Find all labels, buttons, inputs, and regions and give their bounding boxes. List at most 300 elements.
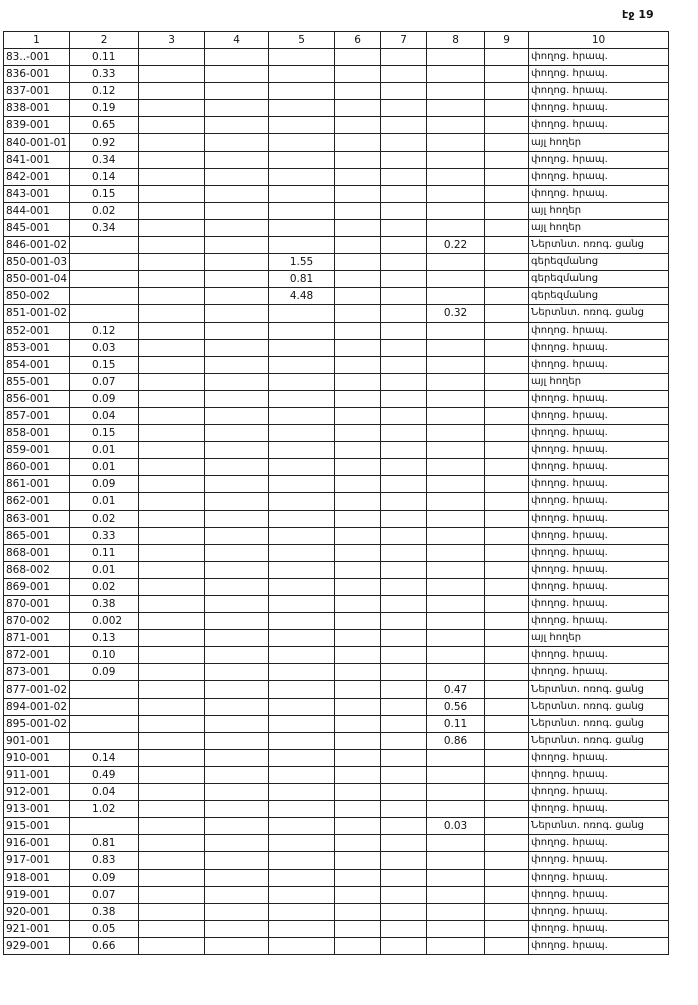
cell-col-1: 857-001 [4,407,70,424]
cell-col-9 [485,886,529,903]
cell-col-10: փողոց. հրապ. [529,168,669,185]
cell-col-10: փողոց. հրապ. [529,322,669,339]
table-row [4,869,669,886]
table-row [4,185,669,202]
cell-col-7 [381,784,427,801]
cell-col-9 [485,151,529,168]
cell-col-5 [269,442,335,459]
cell-col-10: փողոց. հրապ. [529,356,669,373]
cell-col-4 [205,219,269,236]
cell-col-9 [485,869,529,886]
cell-col-1: 850-002 [4,288,70,305]
cell-col-8 [427,596,485,613]
table-row [4,66,669,83]
cell-col-4 [205,544,269,561]
cell-col-8: 0.47 [427,681,485,698]
cell-col-9 [485,100,529,117]
cell-col-6 [335,801,381,818]
cell-col-3 [139,134,205,151]
cell-col-4 [205,920,269,937]
cell-col-8 [427,168,485,185]
cell-col-7 [381,459,427,476]
cell-col-3 [139,459,205,476]
cell-col-1: 873-001 [4,664,70,681]
cell-col-8 [427,869,485,886]
table-row [4,613,669,630]
cell-col-3 [139,66,205,83]
cell-col-2: 0.65 [70,117,139,134]
cell-col-2 [70,715,139,732]
cell-col-8 [427,544,485,561]
cell-col-6 [335,852,381,869]
cell-col-6 [335,390,381,407]
cell-col-2: 0.11 [70,49,139,66]
cell-col-6 [335,185,381,202]
cell-col-7 [381,83,427,100]
cell-col-1: 853-001 [4,339,70,356]
cell-col-5 [269,390,335,407]
cell-col-2: 0.04 [70,784,139,801]
table-row [4,219,669,236]
cell-col-9 [485,544,529,561]
cell-col-8 [427,937,485,954]
cell-col-6 [335,339,381,356]
cell-col-9 [485,442,529,459]
cell-col-4 [205,322,269,339]
cell-col-3 [139,835,205,852]
table-row [4,459,669,476]
cell-col-3 [139,749,205,766]
cell-col-2: 0.10 [70,647,139,664]
cell-col-10: Ներտնտ. ոռոգ. ցանց [529,305,669,322]
cell-col-1: 918-001 [4,869,70,886]
cell-col-9 [485,749,529,766]
cell-col-4 [205,749,269,766]
cell-col-9 [485,237,529,254]
cell-col-4 [205,390,269,407]
cell-col-3 [139,254,205,271]
cell-col-8: 0.11 [427,715,485,732]
cell-col-8 [427,766,485,783]
cell-col-8 [427,356,485,373]
cell-col-7 [381,219,427,236]
cell-col-5 [269,698,335,715]
table-row [4,117,669,134]
cell-col-7 [381,715,427,732]
cell-col-3 [139,664,205,681]
cell-col-9 [485,373,529,390]
cell-col-5 [269,356,335,373]
cell-col-7 [381,527,427,544]
cell-col-6 [335,288,381,305]
cell-col-6 [335,698,381,715]
cell-col-4 [205,288,269,305]
cell-col-8 [427,527,485,544]
cell-col-6 [335,442,381,459]
cell-col-10: այլ հողեր [529,219,669,236]
cell-col-2: 0.09 [70,476,139,493]
cell-col-9 [485,561,529,578]
cell-col-5 [269,66,335,83]
cell-col-8 [427,903,485,920]
cell-col-10: գերեզմանոց [529,271,669,288]
cell-col-9 [485,510,529,527]
table-row [4,442,669,459]
cell-col-2: 0.01 [70,493,139,510]
cell-col-2: 0.38 [70,903,139,920]
table-row [4,373,669,390]
cell-col-6 [335,578,381,595]
cell-col-7 [381,613,427,630]
cell-col-2 [70,237,139,254]
cell-col-9 [485,647,529,664]
cell-col-4 [205,681,269,698]
cell-col-9 [485,339,529,356]
cell-col-9 [485,578,529,595]
cell-col-8: 0.86 [427,732,485,749]
cell-col-10: Ներտնտ. ոռոգ. ցանց [529,715,669,732]
cell-col-2: 0.14 [70,168,139,185]
cell-col-9 [485,818,529,835]
cell-col-1: 868-002 [4,561,70,578]
cell-col-3 [139,886,205,903]
cell-col-6 [335,681,381,698]
cell-col-8 [427,322,485,339]
cell-col-3 [139,151,205,168]
cell-col-10: փողոց. հրապ. [529,476,669,493]
cell-col-7 [381,151,427,168]
cell-col-1: 852-001 [4,322,70,339]
cell-col-9 [485,596,529,613]
cell-col-9 [485,852,529,869]
cell-col-6 [335,766,381,783]
cell-col-5 [269,715,335,732]
cell-col-3 [139,903,205,920]
cell-col-8 [427,852,485,869]
cell-col-9 [485,835,529,852]
cell-col-1: 869-001 [4,578,70,595]
cell-col-8 [427,459,485,476]
cell-col-4 [205,869,269,886]
cell-col-4 [205,698,269,715]
cell-col-7 [381,869,427,886]
cell-col-8 [427,442,485,459]
cell-col-9 [485,305,529,322]
cell-col-2: 0.15 [70,356,139,373]
cell-col-4 [205,493,269,510]
cell-col-5: 1.55 [269,254,335,271]
cell-col-8 [427,254,485,271]
cell-col-4 [205,66,269,83]
cell-col-6 [335,49,381,66]
table-row [4,339,669,356]
table-row [4,134,669,151]
cell-col-6 [335,886,381,903]
cell-col-8 [427,613,485,630]
cell-col-4 [205,647,269,664]
cell-col-3 [139,83,205,100]
cell-col-4 [205,784,269,801]
column-header-8: 8 [427,32,485,49]
cell-col-6 [335,66,381,83]
cell-col-3 [139,596,205,613]
cell-col-4 [205,305,269,322]
cell-col-3 [139,613,205,630]
cell-col-4 [205,202,269,219]
cell-col-7 [381,185,427,202]
cell-col-2: 0.002 [70,613,139,630]
table-row [4,151,669,168]
cell-col-6 [335,527,381,544]
cell-col-8 [427,49,485,66]
cell-col-4 [205,476,269,493]
cell-col-2: 0.13 [70,630,139,647]
cell-col-1: 851-001-02 [4,305,70,322]
cell-col-7 [381,425,427,442]
cell-col-5 [269,510,335,527]
cell-col-1: 843-001 [4,185,70,202]
cell-col-9 [485,83,529,100]
cell-col-4 [205,271,269,288]
table-row [4,903,669,920]
cell-col-6 [335,151,381,168]
cell-col-8 [427,185,485,202]
table-row [4,202,669,219]
cell-col-4 [205,630,269,647]
table-row [4,801,669,818]
cell-col-2: 0.02 [70,578,139,595]
cell-col-2: 0.66 [70,937,139,954]
cell-col-10: փողոց. հրապ. [529,664,669,681]
cell-col-7 [381,134,427,151]
cell-col-6 [335,219,381,236]
cell-col-2 [70,254,139,271]
cell-col-2: 0.09 [70,869,139,886]
cell-col-9 [485,664,529,681]
cell-col-10: փողոց. հրապ. [529,117,669,134]
cell-col-9 [485,715,529,732]
cell-col-8 [427,835,485,852]
cell-col-8 [427,407,485,424]
cell-col-7 [381,271,427,288]
cell-col-3 [139,493,205,510]
cell-col-1: 860-001 [4,459,70,476]
cell-col-7 [381,202,427,219]
column-header-3: 3 [139,32,205,49]
cell-col-7 [381,630,427,647]
cell-col-6 [335,510,381,527]
table-row [4,288,669,305]
cell-col-2: 0.01 [70,442,139,459]
cell-col-10: փողոց. հրապ. [529,784,669,801]
cell-col-6 [335,715,381,732]
cell-col-10: փողոց. հրապ. [529,561,669,578]
cell-col-5 [269,117,335,134]
cell-col-6 [335,305,381,322]
cell-col-1: 894-001-02 [4,698,70,715]
cell-col-5 [269,852,335,869]
cell-col-2: 0.49 [70,766,139,783]
cell-col-10: փողոց. հրապ. [529,835,669,852]
table-row [4,407,669,424]
cell-col-9 [485,920,529,937]
cell-col-10: գերեզմանոց [529,254,669,271]
cell-col-5 [269,83,335,100]
cell-col-1: 846-001-02 [4,237,70,254]
cell-col-4 [205,134,269,151]
cell-col-3 [139,647,205,664]
table-row [4,561,669,578]
cell-col-3 [139,288,205,305]
table-row [4,852,669,869]
cell-col-4 [205,578,269,595]
cell-col-10: փողոց. հրապ. [529,937,669,954]
cell-col-4 [205,254,269,271]
cell-col-2 [70,305,139,322]
cell-col-3 [139,49,205,66]
cell-col-6 [335,613,381,630]
cell-col-7 [381,578,427,595]
cell-col-10: փողոց. հրապ. [529,647,669,664]
cell-col-8 [427,339,485,356]
cell-col-1: 842-001 [4,168,70,185]
cell-col-8 [427,476,485,493]
cell-col-9 [485,407,529,424]
cell-col-7 [381,493,427,510]
cell-col-9 [485,801,529,818]
cell-col-10: Ներտնտ. ոռոգ. ցանց [529,698,669,715]
cell-col-3 [139,202,205,219]
cell-col-3 [139,852,205,869]
cell-col-10: փողոց. հրապ. [529,493,669,510]
table-row [4,886,669,903]
cell-col-7 [381,698,427,715]
cell-col-9 [485,459,529,476]
cell-col-1: 850-001-04 [4,271,70,288]
cell-col-5 [269,596,335,613]
cell-col-3 [139,100,205,117]
cell-col-8 [427,561,485,578]
cell-col-10: փողոց. հրապ. [529,83,669,100]
table-row [4,322,669,339]
cell-col-3 [139,801,205,818]
cell-col-3 [139,390,205,407]
cell-col-3 [139,305,205,322]
cell-col-6 [335,322,381,339]
column-header-7: 7 [381,32,427,49]
cell-col-7 [381,681,427,698]
cell-col-3 [139,527,205,544]
cell-col-6 [335,664,381,681]
cell-col-9 [485,288,529,305]
cell-col-2 [70,698,139,715]
cell-col-2: 0.34 [70,219,139,236]
column-header-4: 4 [205,32,269,49]
cell-col-1: 865-001 [4,527,70,544]
cell-col-10: փողոց. հրապ. [529,390,669,407]
cell-col-1: 920-001 [4,903,70,920]
cell-col-10: փողոց. հրապ. [529,749,669,766]
cell-col-7 [381,818,427,835]
cell-col-1: 839-001 [4,117,70,134]
cell-col-1: 919-001 [4,886,70,903]
cell-col-3 [139,322,205,339]
cell-col-6 [335,237,381,254]
cell-col-4 [205,510,269,527]
cell-col-4 [205,937,269,954]
cell-col-2: 0.12 [70,83,139,100]
cell-col-9 [485,356,529,373]
table-row [4,596,669,613]
cell-col-6 [335,254,381,271]
cell-col-2: 0.07 [70,373,139,390]
cell-col-8 [427,373,485,390]
cell-col-1: 911-001 [4,766,70,783]
cell-col-5 [269,544,335,561]
cell-col-1: 855-001 [4,373,70,390]
cell-col-6 [335,493,381,510]
cell-col-3 [139,630,205,647]
cell-col-9 [485,681,529,698]
cell-col-3 [139,869,205,886]
cell-col-8: 0.56 [427,698,485,715]
cell-col-9 [485,134,529,151]
table-row [4,83,669,100]
cell-col-3 [139,476,205,493]
cell-col-5 [269,664,335,681]
cell-col-8 [427,425,485,442]
cell-col-2: 0.04 [70,407,139,424]
cell-col-8 [427,578,485,595]
land-parcel-table [3,31,669,955]
table-row [4,664,669,681]
table-row [4,766,669,783]
table-row [4,100,669,117]
cell-col-2: 0.09 [70,390,139,407]
cell-col-5 [269,937,335,954]
cell-col-10: փողոց. հրապ. [529,510,669,527]
cell-col-8 [427,390,485,407]
cell-col-4 [205,339,269,356]
cell-col-1: 870-001 [4,596,70,613]
cell-col-10: փողոց. հրապ. [529,185,669,202]
cell-col-9 [485,117,529,134]
header-row [4,32,669,49]
cell-col-5 [269,219,335,236]
cell-col-4 [205,356,269,373]
cell-col-6 [335,903,381,920]
cell-col-6 [335,100,381,117]
cell-col-8 [427,801,485,818]
cell-col-4 [205,886,269,903]
cell-col-6 [335,407,381,424]
cell-col-8 [427,886,485,903]
cell-col-4 [205,117,269,134]
cell-col-8 [427,630,485,647]
cell-col-1: 921-001 [4,920,70,937]
cell-col-3 [139,698,205,715]
cell-col-10: այլ հողեր [529,630,669,647]
cell-col-7 [381,732,427,749]
cell-col-1: 868-001 [4,544,70,561]
cell-col-6 [335,356,381,373]
cell-col-5 [269,630,335,647]
cell-col-3 [139,544,205,561]
cell-col-1: 858-001 [4,425,70,442]
table-row [4,749,669,766]
cell-col-10: փողոց. հրապ. [529,407,669,424]
cell-col-3 [139,425,205,442]
